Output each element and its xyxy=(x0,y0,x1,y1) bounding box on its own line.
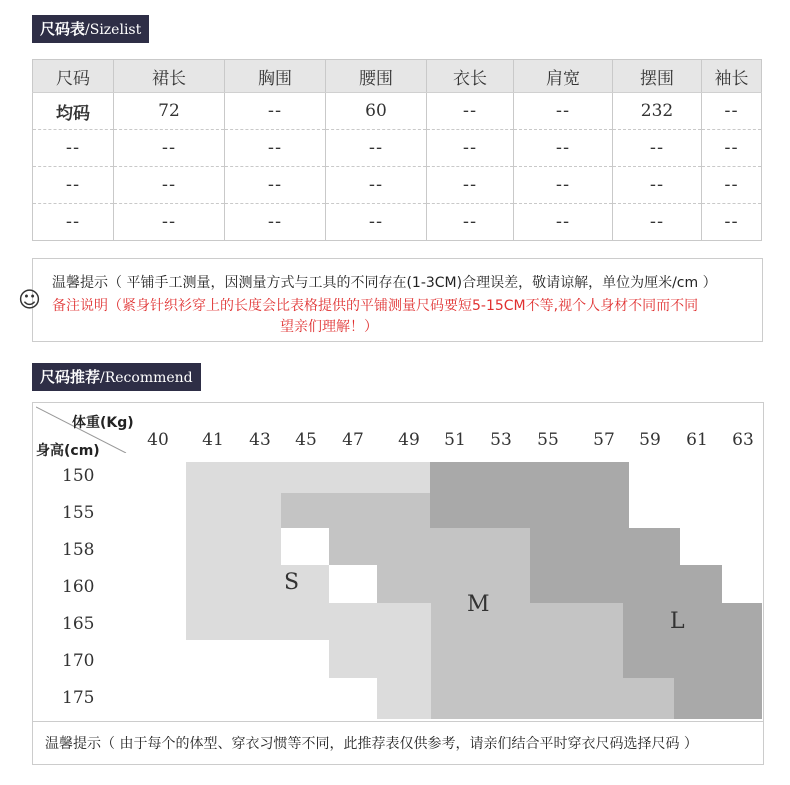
table-cell: -- xyxy=(225,167,326,204)
recommend-header xyxy=(32,363,201,391)
table-cell: -- xyxy=(613,167,702,204)
table-header-cell: 胸围 xyxy=(225,60,326,93)
weight-axis-label: 体重(Kg) xyxy=(72,415,134,431)
height-tick: 160 xyxy=(62,577,95,597)
table-header-cell: 肩宽 xyxy=(514,60,613,93)
table-cell: -- xyxy=(702,204,762,241)
table-cell: 72 xyxy=(114,93,225,130)
table-cell: -- xyxy=(326,204,427,241)
weight-tick: 53 xyxy=(490,430,512,450)
table-cell: -- xyxy=(702,130,762,167)
height-tick: 170 xyxy=(62,651,95,671)
table-header-cell: 腰围 xyxy=(326,60,427,93)
weight-tick: 57 xyxy=(593,430,615,450)
height-tick: 155 xyxy=(62,503,95,523)
height-tick: 175 xyxy=(62,688,95,708)
size-l-block xyxy=(530,528,680,565)
table-cell: -- xyxy=(326,167,427,204)
size-m-block xyxy=(478,528,530,565)
height-tick: 150 xyxy=(62,466,95,486)
size-label-m: M xyxy=(467,592,490,617)
table-row xyxy=(33,167,762,204)
weight-tick: 40 xyxy=(147,430,169,450)
smiley-icon: ☺ xyxy=(18,288,41,313)
weight-tick: 49 xyxy=(398,430,420,450)
table-cell: 232 xyxy=(613,93,702,130)
table-cell: 均码 xyxy=(33,93,114,130)
table-cell: -- xyxy=(514,204,613,241)
size-m-block xyxy=(431,603,623,719)
table-cell: -- xyxy=(514,167,613,204)
table-cell: -- xyxy=(427,167,514,204)
table-cell: 60 xyxy=(326,93,427,130)
table-header-cell: 尺码 xyxy=(33,60,114,93)
table-cell: -- xyxy=(225,93,326,130)
table-cell: -- xyxy=(702,93,762,130)
tip-line-3: 望亲们理解！） xyxy=(280,319,378,335)
height-tick: 165 xyxy=(62,614,95,634)
table-cell: -- xyxy=(427,93,514,130)
tip-line-2: 备注说明（紧身针织衫穿上的长度会比表格提供的平铺测量尺码要短5-15CM不等,视个人身材不同而不同 xyxy=(52,298,699,314)
size-label-l: L xyxy=(670,609,685,634)
sizelist-title-en: /Sizelist xyxy=(85,22,142,38)
weight-tick: 47 xyxy=(342,430,364,450)
table-row xyxy=(33,130,762,167)
table-header-row xyxy=(33,60,762,93)
weight-tick: 51 xyxy=(444,430,466,450)
size-l-block xyxy=(430,462,629,528)
table-cell: -- xyxy=(427,204,514,241)
table-cell: -- xyxy=(613,130,702,167)
size-s-block xyxy=(329,603,377,678)
table-cell: -- xyxy=(114,130,225,167)
sizelist-title: 尺码表 xyxy=(40,20,86,38)
table-cell: -- xyxy=(702,167,762,204)
table-cell: -- xyxy=(33,130,114,167)
weight-tick: 55 xyxy=(537,430,559,450)
size-l-block xyxy=(530,565,722,603)
weight-tick: 45 xyxy=(295,430,317,450)
table-header-cell: 袖长 xyxy=(702,60,762,93)
height-axis-label: 身高(cm) xyxy=(36,443,100,459)
height-tick: 158 xyxy=(62,540,95,560)
table-cell: -- xyxy=(427,130,514,167)
table-row xyxy=(33,93,762,130)
weight-tick: 43 xyxy=(249,430,271,450)
table-cell: -- xyxy=(326,130,427,167)
table-cell: -- xyxy=(514,130,613,167)
table-cell: -- xyxy=(33,204,114,241)
recommend-title: 尺码推荐 xyxy=(40,368,101,386)
table-header-cell: 衣长 xyxy=(427,60,514,93)
size-m-block xyxy=(377,565,530,603)
table-cell: -- xyxy=(613,204,702,241)
table-cell: -- xyxy=(225,204,326,241)
table-cell: -- xyxy=(114,167,225,204)
weight-tick: 63 xyxy=(732,430,754,450)
size-m-block xyxy=(329,528,478,565)
weight-tick: 41 xyxy=(202,430,224,450)
size-m-block xyxy=(623,678,674,719)
size-l-block xyxy=(623,603,762,678)
tip-line-1: 温馨提示（ 平铺手工测量，因测量方式与工具的不同存在(1-3CM)合理误差，敬请谅解，单位为厘米/cm ） xyxy=(52,275,717,291)
size-m-block xyxy=(281,493,430,528)
recommend-title-en: /Recommend xyxy=(100,370,193,386)
table-cell: -- xyxy=(225,130,326,167)
size-table xyxy=(32,59,762,241)
size-label-s: S xyxy=(284,570,300,595)
bottom-tip: 温馨提示（ 由于每个的体型、穿衣习惯等不同，此推荐表仅供参考，请亲们结合平时穿衣尺码选择尺码 ） xyxy=(45,736,698,752)
size-s-block xyxy=(377,603,431,719)
weight-tick: 59 xyxy=(639,430,661,450)
table-cell: -- xyxy=(114,204,225,241)
size-s-block xyxy=(281,462,430,493)
table-cell: -- xyxy=(514,93,613,130)
size-s-block xyxy=(233,565,329,640)
table-header-cell: 摆围 xyxy=(613,60,702,93)
table-row xyxy=(33,204,762,241)
table-cell: -- xyxy=(33,167,114,204)
size-l-block xyxy=(674,678,762,719)
sizelist-header xyxy=(32,15,149,43)
weight-tick: 61 xyxy=(686,430,708,450)
table-header-cell: 裙长 xyxy=(114,60,225,93)
